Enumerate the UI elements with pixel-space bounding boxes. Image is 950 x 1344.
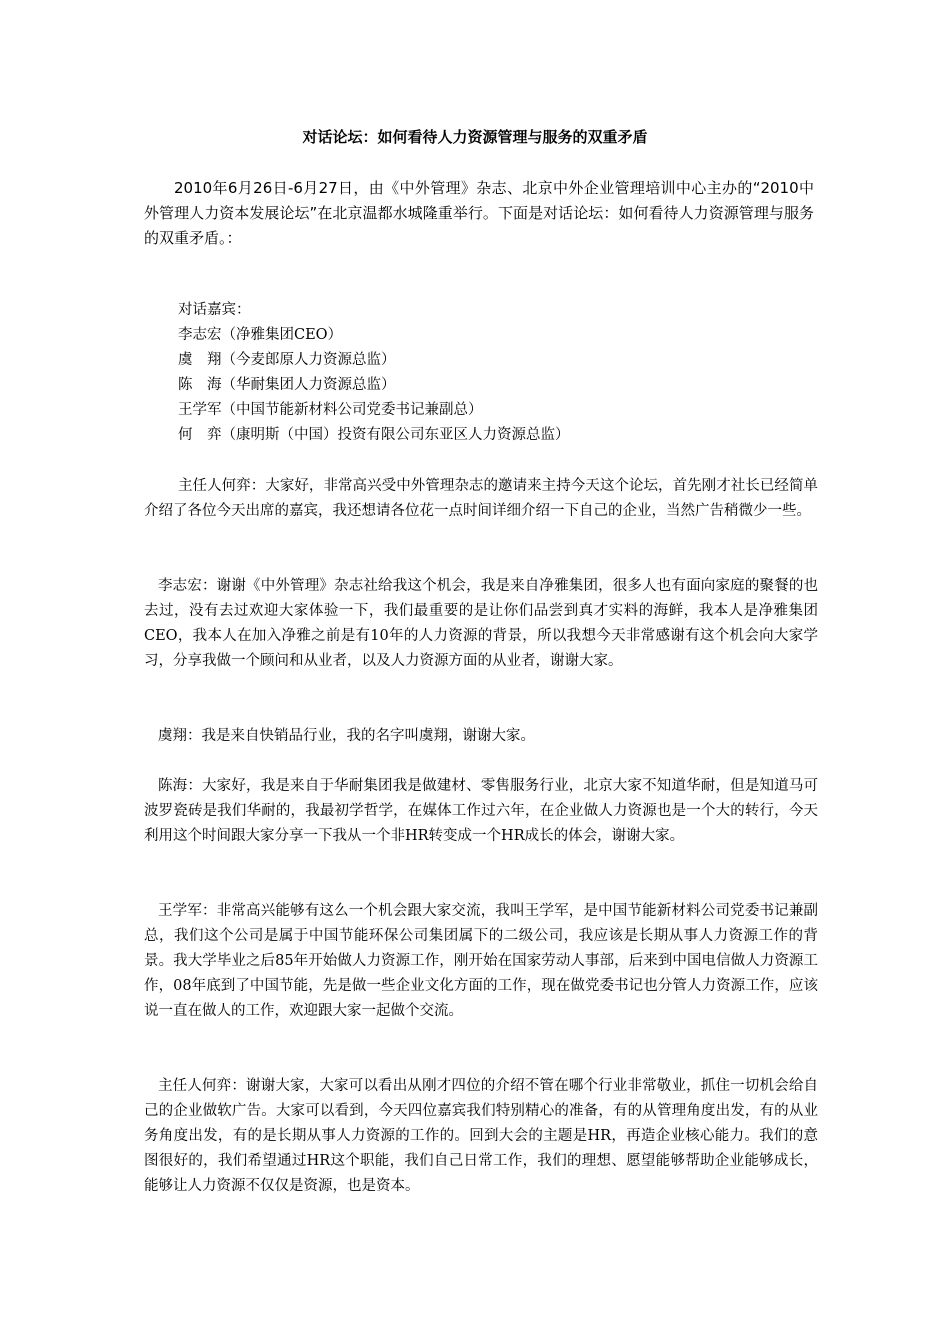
- dialogue-paragraph: 王学军：非常高兴能够有这么一个机会跟大家交流，我叫王学军，是中国节能新材料公司党委书记兼副总，我们这个公司是属于中国节能环保公司集团属下的二级公司，我应该是长期从事人力资源工作的背景。我大学毕业之后85年开始做人力资源工作，刚开始在国家劳动人事部，后来到中国电信做人力资源工作，08年底到了中国节能，先是做一些企业文化方面的工作，现在做党委书记也分管人力资源工作，应该说一直在做人的工作，欢迎跟大家一起做个交流。: [144, 903, 818, 1019]
- guest-item: 王学军（中国节能新材料公司党委书记兼副总）: [178, 402, 483, 418]
- guest-item: 何 弈（康明斯（中国）投资有限公司东亚区人力资源总监）: [178, 427, 570, 443]
- dialogue-paragraph: 陈海：大家好，我是来自于华耐集团我是做建材、零售服务行业，北京大家不知道华耐，但是知道马可波罗瓷砖是我们华耐的，我最初学哲学，在媒体工作过六年，在企业做人力资源也是一个大的转行，今天利用这个时间跟大家分享一下我从一个非HR转变成一个HR成长的体会，谢谢大家。: [144, 778, 818, 844]
- dialogue-paragraph: 李志宏：谢谢《中外管理》杂志社给我这个机会，我是来自净雅集团，很多人也有面向家庭的聚餐的也去过，没有去过欢迎大家体验一下，我们最重要的是让你们品尝到真才实料的海鲜，我本人是净雅集团CEO，我本人在加入净雅之前是有10年的人力资源的背景，所以我想今天非常感谢有这个机会向大家学习，分享我做一个顾问和从业者，以及人力资源方面的从业者，谢谢大家。: [144, 578, 818, 669]
- guest-item: 李志宏（净雅集团CEO）: [178, 327, 343, 343]
- dialogue-paragraph: 虞翔：我是来自快销品行业，我的名字叫虞翔，谢谢大家。: [158, 728, 535, 744]
- intro-paragraph: 2010年6月26日-6月27日，由《中外管理》杂志、北京中外企业管理培训中心主办的“2010中外管理人力资本发展论坛”在北京温都水城隆重举行。下面是对话论坛：如何看待人力资源管理与服务的双重矛盾。：: [144, 179, 814, 247]
- dialogue-paragraph: 主任人何弈：大家好，非常高兴受中外管理杂志的邀请来主持今天这个论坛，首先刚才社长已经简单介绍了各位今天出席的嘉宾，我还想请各位花一点时间详细介绍一下自己的企业，当然广告稍微少一些。: [144, 478, 818, 519]
- document-title: 对话论坛：如何看待人力资源管理与服务的双重矛盾: [302, 128, 648, 146]
- guest-list-heading: 对话嘉宾：: [178, 302, 251, 318]
- guest-list: [178, 298, 818, 448]
- guest-item: 陈 海（华耐集团人力资源总监）: [178, 377, 396, 393]
- guest-item: 虞 翔（今麦郎原人力资源总监）: [178, 352, 396, 368]
- dialogue-paragraph: 主任人何弈：谢谢大家，大家可以看出从刚才四位的介绍不管在哪个行业非常敬业，抓住一切机会给自己的企业做软广告。大家可以看到，今天四位嘉宾我们特别精心的准备，有的从管理角度出发，有的从业务角度出发，有的是长期从事人力资源的工作的。回到大会的主题是HR，再造企业核心能力。我们的意图很好的，我们希望通过HR这个职能，我们自己日常工作，我们的理想、愿望能够帮助企业能够成长，能够让人力资源不仅仅是资源，也是资本。: [144, 1078, 818, 1194]
